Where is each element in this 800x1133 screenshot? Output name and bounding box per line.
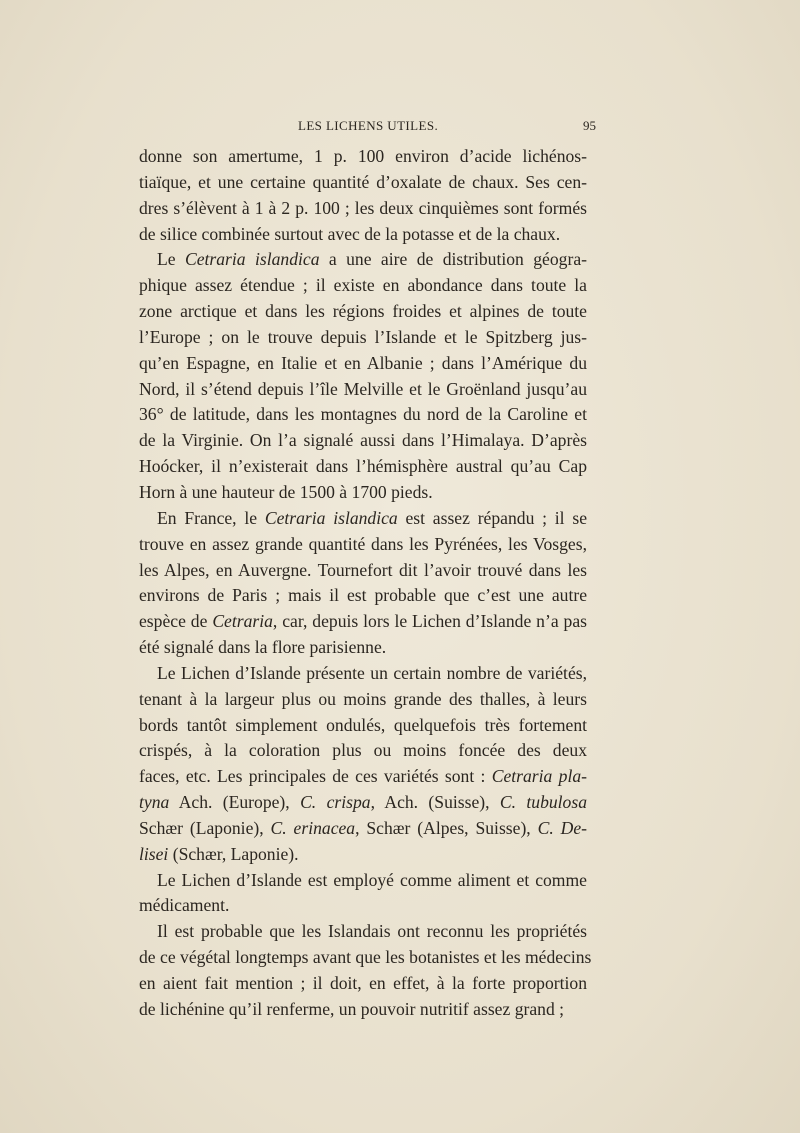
text-line xyxy=(139,170,587,196)
text-run: faces, etc. Les principales de ces variétés sont : xyxy=(139,766,492,787)
text-line xyxy=(139,997,587,1023)
text-run: Schær (Laponie), xyxy=(139,817,271,838)
text-line xyxy=(139,480,587,506)
text-run: qu’en Espagne, en Italie et en Albanie ; dans l’Amérique du xyxy=(139,352,587,373)
text-line xyxy=(139,532,587,558)
text-run: dres s’élèvent à 1 à 2 p. 100 ; les deux cinquièmes sont formés xyxy=(139,197,587,218)
text-run: (Schær, Laponie). xyxy=(168,843,299,864)
running-title: LES LICHENS UTILES. xyxy=(298,118,439,133)
italic-term: Cetraria islandica xyxy=(264,507,398,528)
text-run: donne son amertume, 1 p. 100 environ d’acide lichénos- xyxy=(139,146,587,166)
text-line xyxy=(139,428,587,454)
text-line xyxy=(139,325,587,351)
italic-term: tyna xyxy=(139,792,170,813)
text-line xyxy=(139,919,587,945)
text-line xyxy=(139,764,587,790)
text-run: en aient fait mention ; il doit, en effet, à la forte proportion xyxy=(139,973,587,993)
paragraph xyxy=(139,506,587,661)
text-run: Nord, il s’étend depuis l’île Melville et le Groënland jusqu’au xyxy=(139,378,587,399)
text-run: de ce végétal longtemps avant que les botanistes et les médecins xyxy=(139,947,592,968)
text-run: Horn à une hauteur de 1500 à 1700 pieds. xyxy=(139,481,433,502)
paragraph xyxy=(139,144,587,247)
paragraph xyxy=(139,868,587,920)
text-run: Hoócker, il n’existerait dans l’hémisphère austral qu’au Cap xyxy=(139,456,587,477)
text-line xyxy=(139,273,587,299)
text-run: 36° de latitude, dans les montagnes du nord de la Caroline et xyxy=(139,404,587,425)
page-header xyxy=(298,116,598,138)
text-run: l’Europe ; on le trouve depuis l’Islande et le Spitzberg jus- xyxy=(139,326,587,347)
text-line xyxy=(139,713,587,739)
text-run: , Schær (Alpes, Suisse), xyxy=(355,817,538,838)
italic-term: C. De- xyxy=(537,817,587,838)
text-run: été signalé dans la flore parisienne. xyxy=(139,637,387,658)
text-line xyxy=(139,144,587,170)
text-run: de lichénine qu’il renferme, un pouvoir nutritif assez grand ; xyxy=(139,998,565,1019)
text-run: Il est probable que les Islandais ont reconnu les propriétés xyxy=(157,921,587,942)
text-line xyxy=(139,842,587,868)
italic-term: lisei xyxy=(139,843,169,864)
text-run: Le Lichen d’Islande est employé comme aliment et comme xyxy=(157,869,587,890)
italic-term: C. tubulosa xyxy=(499,792,587,813)
text-run: Ach. (Europe), xyxy=(169,792,301,813)
text-run: bords tantôt simplement ondulés, quelquefois très fortement xyxy=(139,714,587,735)
body-text xyxy=(139,144,592,1023)
italic-term: C. erinacea xyxy=(270,817,356,838)
text-run: Le xyxy=(157,249,185,270)
text-line xyxy=(139,609,587,635)
text-line xyxy=(139,558,587,584)
text-line xyxy=(139,299,587,325)
text-line xyxy=(139,868,587,894)
text-run: de la Virginie. On l’a signalé aussi dans l’Himalaya. D’après xyxy=(139,430,587,451)
paragraph xyxy=(139,661,587,868)
text-line xyxy=(139,351,587,377)
text-run: a une aire de distribution géogra- xyxy=(319,249,587,270)
text-run: médicament. xyxy=(139,895,230,916)
paragraph xyxy=(139,919,592,1022)
italic-term: Cetraria xyxy=(212,611,273,632)
text-line xyxy=(139,661,587,687)
italic-term: C. crispa xyxy=(300,792,371,813)
text-run: les Alpes, en Auvergne. Tournefort dit l’avoir trouvé dans les xyxy=(139,559,587,580)
text-run: tiaïque, et une certaine quantité d’oxalate de chaux. Ses cen- xyxy=(139,171,587,192)
text-line xyxy=(139,893,587,919)
text-line xyxy=(139,738,587,764)
text-line xyxy=(139,196,587,222)
text-run: tenant à la largeur plus ou moins grande des thalles, à leurs xyxy=(139,688,587,709)
text-run: , car, depuis lors le Lichen d’Islande n’a pas xyxy=(272,611,587,632)
italic-term: Cetraria pla- xyxy=(491,766,587,787)
text-line xyxy=(139,247,587,273)
text-line xyxy=(139,402,587,428)
text-line xyxy=(139,945,592,971)
text-line xyxy=(139,506,587,532)
text-run: phique assez étendue ; il existe en abondance dans toute la xyxy=(139,275,587,296)
italic-term: Cetraria islandica xyxy=(184,249,320,270)
text-run: espèce de xyxy=(139,611,213,632)
text-line xyxy=(139,583,587,609)
text-line xyxy=(139,635,587,661)
text-run: En France, le xyxy=(157,507,265,528)
text-line xyxy=(139,816,587,842)
text-line xyxy=(139,377,587,403)
text-run: zone arctique et dans les régions froides et alpines de toute xyxy=(139,301,587,322)
text-run: trouve en assez grande quantité dans les Pyrénées, les Vosges, xyxy=(139,533,587,554)
text-line xyxy=(139,971,587,997)
paragraph xyxy=(139,247,587,505)
page-number: 95 xyxy=(583,118,596,133)
text-run: crispés, à la coloration plus ou moins foncée des deux xyxy=(139,740,587,761)
text-run: de silice combinée surtout avec de la potasse et de la chaux. xyxy=(139,223,561,244)
text-run: environs de Paris ; mais il est probable que c’est une autre xyxy=(139,585,587,606)
text-line xyxy=(139,222,587,248)
text-line xyxy=(139,790,587,816)
text-run: est assez répandu ; il se xyxy=(397,507,587,528)
text-line xyxy=(139,454,587,480)
text-run: Le Lichen d’Islande présente un certain nombre de variétés, xyxy=(157,662,587,683)
text-line xyxy=(139,687,587,713)
text-run: , Ach. (Suisse), xyxy=(370,792,500,813)
